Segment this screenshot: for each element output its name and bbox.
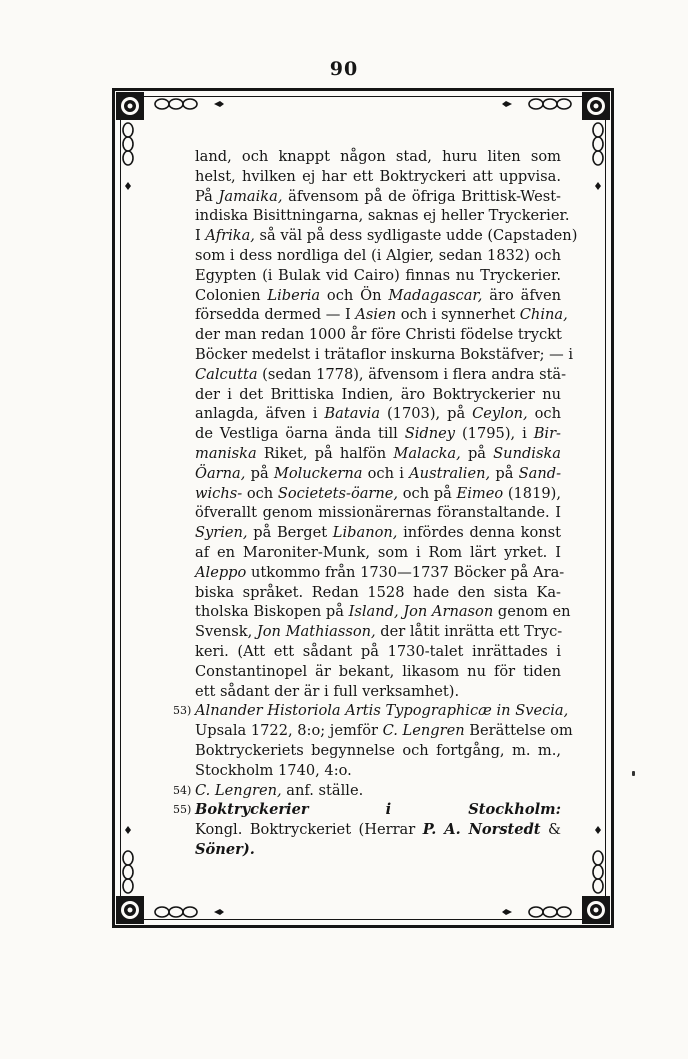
text-line: der i det Brittiska Indien, äro Boktryckerier nu xyxy=(195,385,561,403)
bold-italic-text: P. A. Norstedt xyxy=(422,821,541,839)
italic-text: Jamaika, xyxy=(218,187,283,205)
text-line: anlagda, äfven i Batavia (1703), på Ceylon, och xyxy=(195,405,561,423)
text-line: Colonien Liberia och Ön Madagascar, äro äfven xyxy=(195,286,562,304)
italic-text: Societets-öarne, xyxy=(277,484,399,502)
footnote xyxy=(173,701,573,780)
footnote-mark: 55) xyxy=(173,803,192,817)
italic-text: C. Lengren, xyxy=(195,781,282,799)
right-upper-band-ornament-icon xyxy=(590,120,606,190)
ink-speck xyxy=(632,771,635,776)
top-right-rosette-ornament-icon xyxy=(582,92,610,120)
italic-text: Libanon, xyxy=(332,524,398,542)
text-line: Böcker medelst i trätaflor inskurna Bokstäfver; — i xyxy=(195,345,574,363)
footnote-line: C. Lengren, anf. ställe. xyxy=(195,781,364,799)
italic-text: Öarna, xyxy=(195,464,246,482)
footnote-line xyxy=(195,800,561,820)
text-line: land, och knappt någon stad, huru liten som xyxy=(195,148,561,165)
italic-text: Aleppo xyxy=(195,563,247,581)
italic-text: Island, Jon Arnason xyxy=(348,603,494,621)
text-line: Egypten (i Bulak vid Cairo) finnas nu Tryckerier. xyxy=(195,266,561,284)
italic-text: Liberia xyxy=(267,286,321,304)
text-line: försedda dermed — I Asien och i synnerhet China, xyxy=(195,306,568,324)
italic-text: Batavia xyxy=(324,405,381,423)
text-line: der man redan 1000 år före Christi födelse tryckt xyxy=(195,326,562,344)
italic-text: Eimeo xyxy=(456,484,504,502)
left-upper-band-ornament-icon xyxy=(120,120,136,190)
bold-italic-text: Boktryckerier i Stockholm: xyxy=(195,801,561,819)
italic-text: Calcutta xyxy=(195,365,258,383)
text-line: På Jamaika, äfvensom på de öfriga Brittisk-West- xyxy=(195,187,561,205)
text-line: helst, hvilken ej har ett Boktryckeri att uppvisa. xyxy=(195,167,561,185)
italic-text: Madagascar, xyxy=(388,286,483,304)
bottom-left-rosette-ornament-icon xyxy=(116,896,144,924)
left-lower-band-ornament-icon xyxy=(120,826,136,896)
italic-text: Australien, xyxy=(409,464,491,482)
italic-text: Sand- xyxy=(518,464,561,482)
page-number: 90 xyxy=(329,58,359,80)
text-line: Öarna, på Moluckerna och i Australien, på Sand- xyxy=(195,464,561,482)
italic-text: Malacka, xyxy=(393,444,461,462)
text-line: ett sådant der är i full verksamhet). xyxy=(195,682,460,700)
text-line: de Vestliga öarna ända till Sidney (1795), i Bir- xyxy=(195,425,561,443)
italic-text: Moluckerna xyxy=(273,464,363,482)
text-line: wichs- och Societets-öarne, och på Eimeo (1819), xyxy=(195,484,561,502)
text-line: som i dess nordliga del (i Algier, sedan 1832) och xyxy=(195,246,561,264)
footnotes xyxy=(173,701,573,859)
footnote-line: Kongl. Boktryckeriet (Herrar P. A. Norstedt & xyxy=(195,821,561,839)
top-left-band-ornament-icon xyxy=(150,96,230,112)
footnote-line: Upsala 1722, 8:o; jemför C. Lengren Berättelse om xyxy=(195,722,573,740)
text-line: af en Maroniter-Munk, som i Rom lärt yrket. I xyxy=(195,543,561,561)
footnote-line xyxy=(195,840,561,860)
footnote-line xyxy=(195,701,569,721)
italic-text: Afrika, xyxy=(205,227,255,245)
italic-text: Alnander Historiola Artis Typographicæ in Svecia, xyxy=(195,702,569,720)
text-line: I Afrika, så väl på dess sydligaste udde (Capstaden) xyxy=(195,227,578,245)
text-line: Syrien, på Berget Libanon, infördes denna konst xyxy=(195,524,561,542)
italic-text: maniska xyxy=(195,444,257,462)
footnote-mark: 54) xyxy=(173,783,192,797)
right-lower-band-ornament-icon xyxy=(590,826,606,896)
italic-text: Bir- xyxy=(533,425,561,443)
top-left-rosette-ornament-icon xyxy=(116,92,144,120)
main-paragraph xyxy=(195,147,578,701)
footnote-line: Boktryckeriets begynnelse och fortgång, m. m., xyxy=(195,741,561,759)
text-line: Constantinopel är bekant, likasom nu för tiden xyxy=(195,662,561,680)
text-line: biska språket. Redan 1528 hade den sista Ka- xyxy=(195,583,561,601)
footnote-mark: 53) xyxy=(173,704,192,718)
italic-text: Ceylon, xyxy=(472,405,528,423)
bottom-left-band-ornament-icon xyxy=(150,904,230,920)
text-line: tholska Biskopen på Island, Jon Arnason genom en xyxy=(195,603,571,621)
text-line: keri. (Att ett sådant på 1730-talet inrättades i xyxy=(195,642,561,660)
text-line: indiska Bisittningarna, saknas ej heller Tryckerier. xyxy=(195,207,570,225)
italic-text: Sundiska xyxy=(493,444,562,462)
text-line: Svensk, Jon Mathiasson, der låtit inrätta ett Tryc- xyxy=(195,623,563,641)
italic-text: wichs- xyxy=(195,484,243,502)
bottom-right-rosette-ornament-icon xyxy=(582,896,610,924)
italic-text: Syrien, xyxy=(195,524,248,542)
page-text xyxy=(173,147,578,860)
italic-text: Sidney xyxy=(404,425,456,443)
footnote xyxy=(173,781,561,801)
text-line: öfverallt genom missionärernas föranstaltande. I xyxy=(195,504,561,522)
footnote xyxy=(173,800,561,859)
bold-italic-text: Söner). xyxy=(195,840,255,858)
text-line: Calcutta (sedan 1778), äfvensom i flera andra stä- xyxy=(195,365,567,383)
text-line: maniska Riket, på halfön Malacka, på Sundiska xyxy=(195,444,562,462)
top-right-band-ornament-icon xyxy=(496,96,576,112)
bottom-right-band-ornament-icon xyxy=(496,904,576,920)
text-line: Aleppo utkommo från 1730—1737 Böcker på Ara- xyxy=(195,563,565,581)
italic-text: China, xyxy=(519,306,568,324)
footnote-line: Stockholm 1740, 4:o. xyxy=(195,761,352,779)
italic-text: Jon Mathiasson, xyxy=(256,623,376,641)
italic-text: Asien xyxy=(355,306,397,324)
italic-text: C. Lengren xyxy=(382,722,465,740)
